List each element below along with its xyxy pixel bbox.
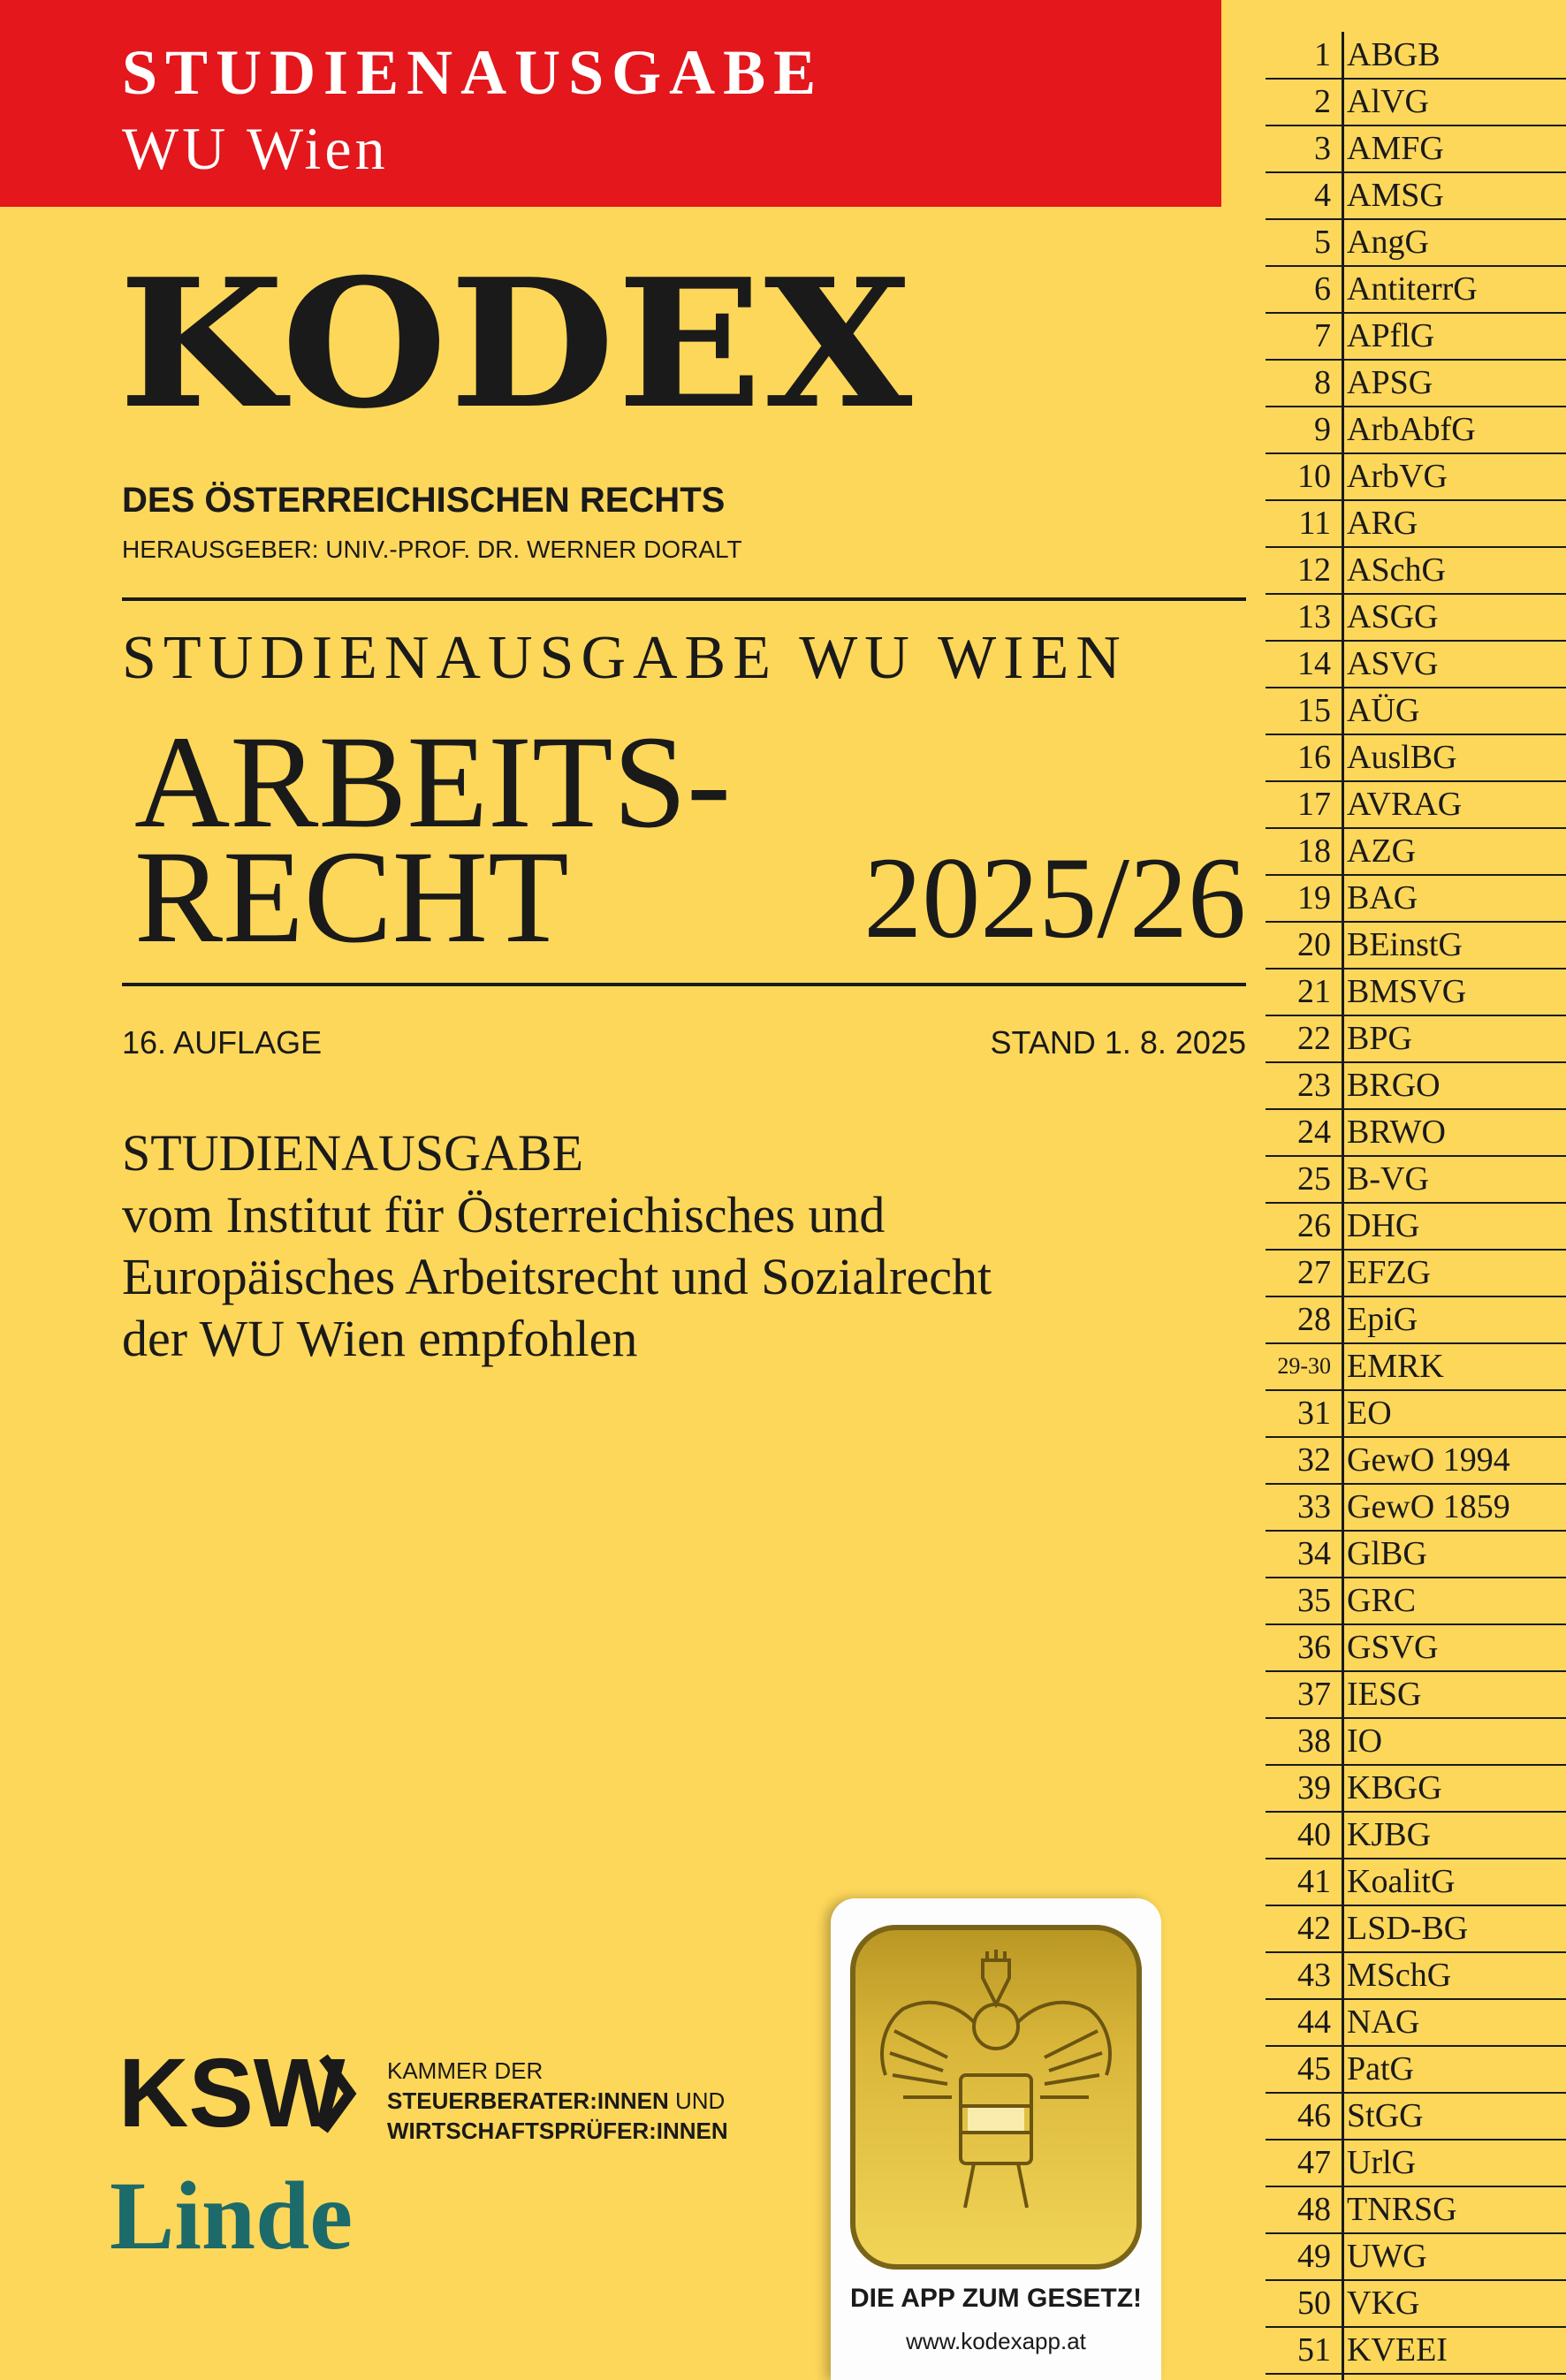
index-law-abbreviation: AuslBG (1347, 739, 1457, 776)
index-number: 46 (1297, 2097, 1331, 2134)
ksw-description (387, 2056, 728, 2146)
index-number: 15 (1297, 692, 1331, 729)
index-law-abbreviation: KBGG (1347, 1769, 1442, 1806)
book-title-line1: ARBEITS- (134, 709, 731, 855)
index-number: 40 (1297, 1816, 1331, 1853)
index-law-abbreviation: EFZG (1347, 1254, 1431, 1291)
divider-bottom (122, 983, 1246, 986)
index-number: 17 (1297, 786, 1331, 823)
index-law-abbreviation: VKG (1347, 2285, 1420, 2322)
index-number: 32 (1297, 1441, 1331, 1479)
index-law-abbreviation: GewO 1859 (1347, 1488, 1510, 1525)
index-law-abbreviation: EpiG (1347, 1301, 1418, 1338)
index-number: 7 (1314, 317, 1331, 354)
index-law-abbreviation: AlVG (1347, 83, 1429, 120)
index-number: 11 (1298, 505, 1331, 542)
index-law-abbreviation: GlBG (1347, 1535, 1427, 1572)
ksw-logo-text: KSW (118, 2045, 346, 2142)
index-number: 9 (1314, 411, 1331, 448)
index-law-abbreviation: BPG (1347, 1020, 1412, 1057)
app-badge (831, 1898, 1161, 2380)
index-number: 29-30 (1277, 1353, 1331, 1379)
index-law-abbreviation: AntiterrG (1347, 270, 1478, 308)
index-law-abbreviation: BEinstG (1347, 926, 1463, 963)
description-line: vom Institut für Österreichisches und (122, 1186, 886, 1243)
index-law-abbreviation: AMFG (1347, 130, 1444, 167)
eagle-app-icon (850, 1925, 1142, 2270)
index-number: 37 (1297, 1676, 1331, 1713)
index-law-abbreviation: IESG (1347, 1676, 1422, 1713)
index-number: 47 (1297, 2144, 1331, 2181)
index-law-abbreviation: BRWO (1347, 1114, 1446, 1151)
index-law-abbreviation: BAG (1347, 879, 1418, 916)
index-law-abbreviation: DHG (1347, 1207, 1420, 1244)
index-law-abbreviation: AZG (1347, 833, 1417, 870)
index-number: 44 (1297, 2004, 1331, 2041)
index-law-abbreviation: AÜG (1347, 692, 1420, 729)
index-law-abbreviation: IO (1347, 1722, 1383, 1760)
index-number: 48 (1297, 2191, 1331, 2228)
index-law-abbreviation: MSchG (1347, 1957, 1452, 1994)
index-law-abbreviation: ArbVG (1347, 458, 1448, 495)
index-number: 18 (1297, 833, 1331, 870)
index-number: 22 (1297, 1020, 1331, 1057)
index-law-abbreviation: BRGO (1347, 1067, 1441, 1104)
index-law-abbreviation: AngG (1347, 224, 1429, 261)
index-law-abbreviation: AMSG (1347, 177, 1444, 214)
index-number: 36 (1297, 1629, 1331, 1666)
index-law-abbreviation: ASchG (1347, 551, 1446, 589)
banner-subtitle: WU Wien (122, 115, 389, 182)
index-number: 25 (1297, 1160, 1331, 1198)
description-line: STUDIENAUSGABE (122, 1124, 583, 1182)
app-url[interactable]: www.kodexapp.at (906, 2328, 1086, 2354)
index-number: 6 (1314, 270, 1331, 308)
index-law-abbreviation: APSG (1347, 364, 1433, 401)
index-number: 12 (1297, 551, 1331, 589)
index-number: 16 (1297, 739, 1331, 776)
ksw-logo (118, 2045, 357, 2142)
editor-line: HERAUSGEBER: UNIV.-PROF. DR. WERNER DORALT (122, 536, 742, 563)
divider-top (122, 597, 1246, 601)
index-law-abbreviation: TNRSG (1347, 2191, 1457, 2228)
index-law-abbreviation: ASVG (1347, 645, 1439, 682)
description-line: Europäisches Arbeitsrecht und Sozialrecht (122, 1248, 992, 1305)
index-law-abbreviation: ArbAbfG (1347, 411, 1476, 448)
index-number: 51 (1297, 2331, 1331, 2369)
ksw-line2-bold: STEUERBERATER:INNEN (387, 2087, 669, 2114)
index-number: 50 (1297, 2285, 1331, 2322)
index-number: 49 (1297, 2238, 1331, 2275)
index-law-abbreviation: PatG (1347, 2050, 1414, 2087)
index-law-abbreviation: EO (1347, 1395, 1392, 1432)
index-number: 21 (1297, 973, 1331, 1010)
index-number: 42 (1297, 1910, 1331, 1947)
index-law-abbreviation: GewO 1994 (1347, 1441, 1510, 1479)
index-number: 45 (1297, 2050, 1331, 2087)
index-law-abbreviation: ASGG (1347, 598, 1439, 635)
index-number: 1 (1314, 36, 1331, 73)
index-law-abbreviation: UrlG (1347, 2144, 1417, 2181)
edition-number: 16. AUFLAGE (122, 1024, 323, 1061)
law-index (1218, 0, 1566, 2380)
edition-line: STUDIENAUSGABE WU WIEN (122, 624, 1128, 692)
legal-status-date: STAND 1. 8. 2025 (990, 1024, 1246, 1061)
index-law-abbreviation: StGG (1347, 2097, 1424, 2134)
index-law-abbreviation: BMSVG (1347, 973, 1467, 1010)
index-number: 43 (1297, 1957, 1331, 1994)
ksw-line1: KAMMER DER (387, 2057, 544, 2084)
index-number: 28 (1297, 1301, 1331, 1338)
index-number: 26 (1297, 1207, 1331, 1244)
index-number: 2 (1314, 83, 1331, 120)
banner-title: STUDIENAUSGABE (122, 37, 825, 108)
index-number: 13 (1297, 598, 1331, 635)
index-law-abbreviation: B-VG (1347, 1160, 1429, 1198)
description-line: der WU Wien empfohlen (122, 1310, 638, 1367)
index-law-abbreviation: APflG (1347, 317, 1435, 354)
index-law-abbreviation: LSD-BG (1347, 1910, 1469, 1947)
index-row-divider (1266, 2373, 1566, 2375)
index-law-abbreviation: KoalitG (1347, 1863, 1456, 1900)
app-slogan: DIE APP ZUM GESETZ! (849, 2284, 1143, 2313)
index-number: 14 (1297, 645, 1331, 682)
index-number: 35 (1297, 1582, 1331, 1619)
index-law-abbreviation: GSVG (1347, 1629, 1439, 1666)
index-divider (1342, 32, 1344, 2380)
index-number: 4 (1314, 177, 1331, 214)
brand-subtitle: DES ÖSTERREICHISCHEN RECHTS (122, 481, 726, 520)
publisher-logo: Linde (110, 2162, 353, 2270)
book-title-line2: RECHT (134, 824, 569, 970)
red-banner (0, 0, 1221, 207)
index-law-abbreviation: ABGB (1347, 36, 1441, 73)
index-number: 39 (1297, 1769, 1331, 1806)
index-number: 19 (1297, 879, 1331, 916)
index-number: 31 (1297, 1395, 1331, 1432)
ksw-line3: WIRTSCHAFTSPRÜFER:INNEN (387, 2118, 728, 2144)
index-law-abbreviation: KVEEI (1347, 2331, 1448, 2369)
eagle-icon (850, 1925, 1142, 2270)
index-law-abbreviation: ARG (1347, 505, 1418, 542)
ksw-line2-rest: UND (668, 2087, 726, 2114)
index-law-abbreviation: NAG (1347, 2004, 1420, 2041)
index-number: 38 (1297, 1722, 1331, 1760)
index-law-abbreviation: KJBG (1347, 1816, 1432, 1853)
index-law-abbreviation: GRC (1347, 1582, 1417, 1619)
index-number: 3 (1314, 130, 1331, 167)
index-number: 27 (1297, 1254, 1331, 1291)
index-number: 41 (1297, 1863, 1331, 1900)
index-number: 23 (1297, 1067, 1331, 1104)
brand-title: KODEX (118, 240, 915, 448)
index-number: 10 (1297, 458, 1331, 495)
index-number: 24 (1297, 1114, 1331, 1151)
index-law-abbreviation: AVRAG (1347, 786, 1463, 823)
index-law-abbreviation: UWG (1347, 2238, 1427, 2275)
index-number: 33 (1297, 1488, 1331, 1525)
index-number: 20 (1297, 926, 1331, 963)
edition-year: 2025/26 (863, 833, 1246, 962)
index-law-abbreviation: EMRK (1347, 1348, 1444, 1385)
index-number: 8 (1314, 364, 1331, 401)
ksw-line2 (387, 2086, 728, 2116)
index-number: 5 (1314, 224, 1331, 261)
index-number: 34 (1297, 1535, 1331, 1572)
description (122, 1122, 992, 1370)
